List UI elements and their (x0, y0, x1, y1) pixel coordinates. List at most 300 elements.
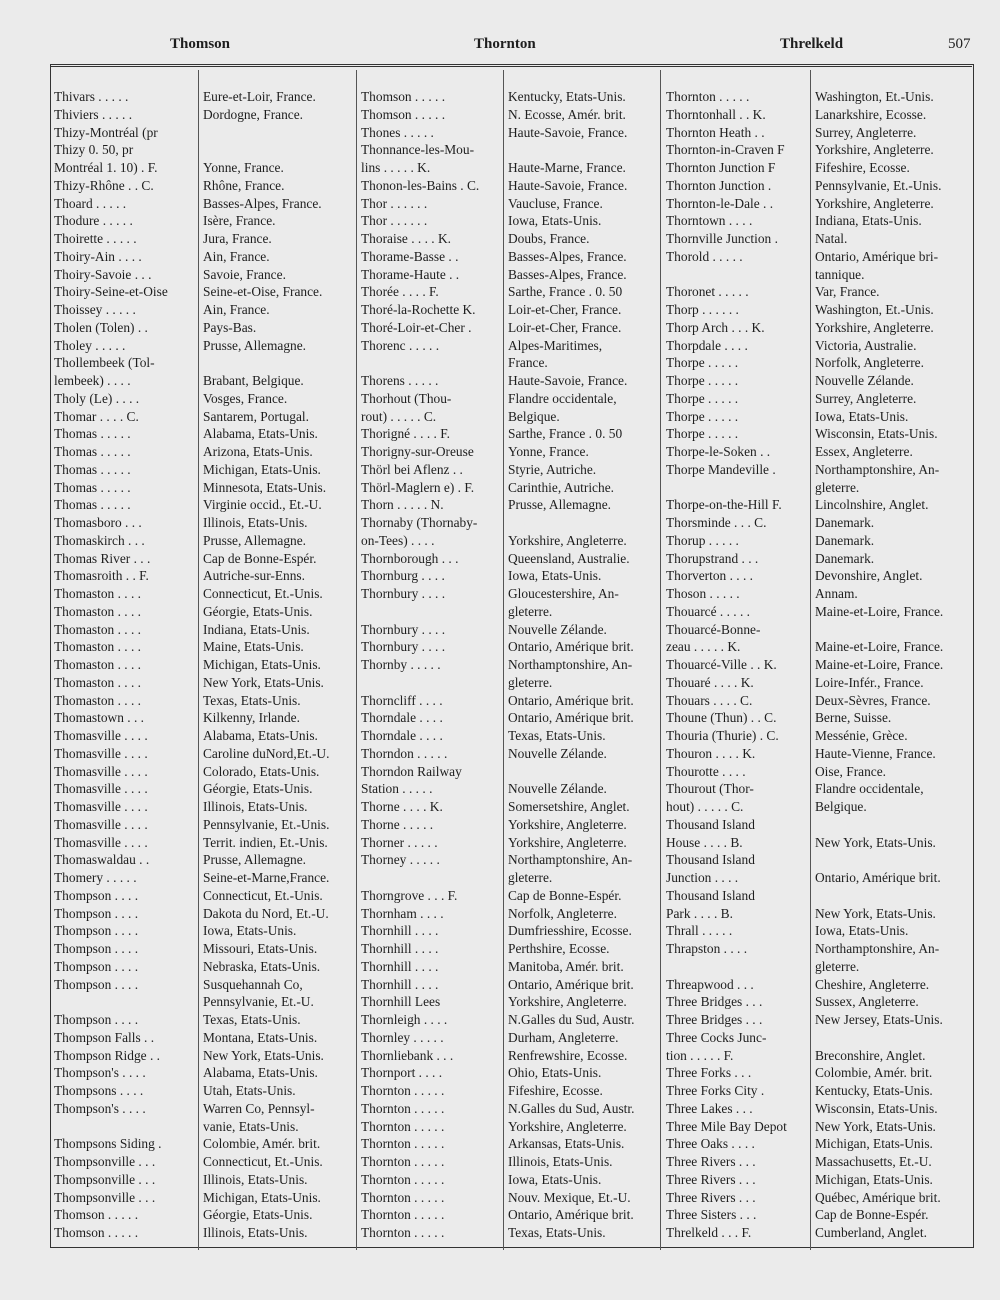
entry-name: Thorp Arch . . . K. (666, 319, 765, 335)
entry-name: Thornton Heath . . (666, 124, 765, 140)
entry-name: Thornbury . . . . (361, 639, 446, 655)
entry-place: Yorkshire, Angleterre. (508, 994, 627, 1010)
entry-name: Thomaston . . . . (54, 657, 142, 672)
entry-name: Tholy (Le) . . . . (54, 390, 140, 406)
entry-place: Renfrewshire, Ecosse. (508, 1047, 628, 1063)
entry-place: Cumberland, Anglet. (815, 1225, 927, 1240)
entry-place (815, 1029, 965, 1047)
entry-name: Thompson . . . . (54, 887, 139, 903)
entry-name: Thornton . . . . . (361, 1083, 445, 1098)
entry-name: Thoirette . . . . . (54, 231, 137, 246)
entry-name: Thomasville . . . . (54, 781, 148, 797)
entry-place: Breconshire, Anglet. (815, 1047, 926, 1063)
entry-name: Thompson Falls . . (54, 1029, 155, 1045)
entry-place: Basses-Alpes, France. (508, 248, 627, 264)
entry-place: Basses-Alpes, France. (508, 266, 627, 282)
entry-name: Thornburg . . . . (361, 568, 445, 584)
entry-name: Thizy 0. 50, pr (54, 142, 134, 158)
entry-place: Ontario, Amérique brit. (508, 639, 634, 655)
entry-place: Norfolk, Angleterre. (815, 355, 924, 371)
entry-place: Haute-Savoie, France. (508, 373, 628, 388)
entry-place: Alabama, Etats-Unis. (203, 728, 318, 743)
entry-place: Arizona, Etats-Unis. (203, 444, 313, 459)
entry-place: Var, France. (815, 284, 880, 300)
entry-place: Illinois, Etats-Unis. (203, 1171, 308, 1187)
entry-name: Thomas . . . . . (54, 426, 131, 442)
entry-place: Lanarkshire, Ecosse. (815, 106, 927, 122)
entry-place: Warren Co, Pennsyl- (203, 1100, 315, 1116)
entry-place: Prusse, Allemagne. (203, 532, 307, 548)
entry-place: Ontario, Amérique brit. (508, 976, 634, 992)
entry-name: Thorntown . . . . (666, 213, 753, 229)
entry-place: Oise, France. (815, 763, 887, 779)
entry-name: Thomasville . . . . (54, 834, 148, 850)
entry-place: Michigan, Etats-Unis. (203, 1189, 321, 1205)
entry-name: Thoré-la-Rochette K. (361, 302, 476, 317)
entry-name: Thorpe . . . . . (666, 426, 739, 442)
entry-place: Iowa, Etats-Unis. (203, 923, 297, 939)
entry-name: Thornville Junction . (666, 231, 778, 246)
entry-name: Thorndale . . . . (361, 728, 443, 743)
entry-name: Thouarcé-Ville . . K. (666, 657, 777, 672)
entry-name: Three Sisters . . . (666, 1207, 757, 1223)
entry-place: Virginie occid., Et.-U. (203, 497, 322, 513)
entry-place: Québec, Amérique brit. (815, 1189, 941, 1205)
entry-place (508, 763, 658, 781)
entry-place: Montana, Etats-Unis. (203, 1029, 318, 1045)
entry-place: Iowa, Etats-Unis. (508, 568, 602, 584)
entry-name: Thornton . . . . . (361, 1225, 445, 1240)
entry-name: Thornhill . . . . (361, 923, 439, 939)
entry-place: Ohio, Etats-Unis. (508, 1065, 602, 1081)
entry-place: Susquehannah Co, (203, 976, 303, 992)
entry-name: Thouarcé . . . . . (666, 603, 751, 619)
entry-place: Danemark. (815, 550, 875, 566)
entry-name: Thornton . . . . . (361, 1171, 445, 1187)
entry-place: Autriche-sur-Enns. (203, 568, 305, 584)
entry-name: lembeek) . . . . (54, 373, 131, 388)
entry-name: Thoiry-Ain . . . . (54, 248, 142, 264)
entry-name: Three Rivers . . . (666, 1189, 756, 1205)
entry-place (203, 124, 353, 142)
entry-name: Threlkeld . . . F. (666, 1225, 752, 1240)
entry-name: Thoiry-Seine-et-Oise (54, 284, 168, 300)
entry-place: Missouri, Etats-Unis. (203, 941, 318, 956)
entry-place: Loir-et-Cher, France. (508, 319, 622, 335)
entry-name: Thousand Island (666, 852, 755, 868)
entry-place: Fifeshire, Ecosse. (815, 160, 910, 175)
entry-name: Thorpe Mandeville . (666, 461, 776, 477)
entry-name: rout) . . . . . C. (361, 408, 437, 424)
entry-name: Thomas River . . . (54, 550, 151, 566)
entry-name: Thornton . . . . . (361, 1154, 445, 1169)
entry-name: Thivars . . . . . (54, 89, 129, 104)
entry-place: Rhône, France. (203, 177, 285, 193)
page-number: 507 (948, 36, 971, 52)
entry-name (54, 1118, 198, 1136)
entry-place: Cap de Bonne-Espér. (815, 1207, 929, 1223)
entry-place: Illinois, Etats-Unis. (203, 515, 308, 530)
entry-place: Haute-Vienne, France. (815, 745, 936, 761)
entry-place: Loir-et-Cher, France. (508, 302, 622, 317)
entry-place: Queensland, Australie. (508, 550, 630, 566)
entry-name: hout) . . . . . C. (666, 799, 744, 814)
entry-name: Thorne . . . . . (361, 816, 434, 832)
entry-name: Thomas . . . . . (54, 497, 131, 513)
entry-place: gleterre. (508, 674, 553, 690)
entry-name: Thomaston . . . . (54, 692, 142, 708)
entry-name: Thornton . . . . . (361, 1118, 445, 1134)
entry-place: Dumfriesshire, Ecosse. (508, 923, 632, 939)
entry-name: Station . . . . . (361, 781, 433, 797)
entry-place: Connecticut, Et.-Unis. (203, 586, 323, 601)
entry-place: Ain, France. (203, 302, 270, 317)
entry-name: Thorold . . . . . (666, 248, 743, 264)
entry-place: Caroline duNord,Et.-U. (203, 745, 330, 761)
entry-place: N.Galles du Sud, Austr. (508, 1100, 635, 1116)
entry-place: Massachusetts, Et.-U. (815, 1154, 932, 1169)
entry-name: Thomas . . . . . (54, 479, 131, 495)
entry-place (815, 887, 965, 905)
entry-place: Yonne, France. (508, 444, 589, 459)
entry-place: Géorgie, Etats-Unis. (203, 1207, 313, 1223)
entry-name: Thrall . . . . . (666, 923, 733, 939)
entry-name: Park . . . . B. (666, 905, 733, 921)
entry-name: Thomson . . . . . (54, 1207, 139, 1223)
entry-name (666, 958, 810, 976)
column-divider (198, 70, 199, 1250)
entry-name: Thornby . . . . . (361, 657, 441, 672)
entry-name: Thorigny-sur-Oreuse (361, 444, 474, 459)
entry-place: Victoria, Australie. (815, 337, 917, 353)
entry-place: Ontario, Amérique brit. (815, 870, 941, 885)
entry-name: Thorngrove . . . F. (361, 887, 458, 903)
entry-name: Thomson . . . . . (54, 1225, 139, 1240)
entry-place: Jura, France. (203, 231, 272, 246)
entry-place: Alabama, Etats-Unis. (203, 426, 318, 442)
entry-name: Thompson . . . . (54, 905, 139, 921)
entry-name: Thoard . . . . . (54, 195, 127, 211)
column-divider (356, 70, 357, 1250)
entry-place: Maine-et-Loire, France. (815, 639, 944, 655)
entry-name: Thornton-le-Dale . . (666, 195, 774, 211)
entry-place: gleterre. (815, 479, 860, 495)
entry-name: Thornborough . . . (361, 550, 459, 566)
entry-name: tion . . . . . F. (666, 1047, 734, 1063)
entry-name: Thornton Junction F (666, 160, 776, 175)
entry-place: Kentucky, Etats-Unis. (815, 1083, 933, 1098)
column-1-places (203, 88, 353, 1242)
entry-name: Thompson . . . . (54, 1012, 139, 1027)
entry-name: Thorpe . . . . . (666, 390, 739, 406)
entry-name: Thorndale . . . . (361, 710, 443, 726)
entry-name: Thollembeek (Tol- (54, 355, 155, 371)
entry-place: Pennsylvanie, Et.-U. (203, 994, 314, 1010)
entry-place: Kentucky, Etats-Unis. (508, 89, 626, 104)
entry-place: Lincolnshire, Anglet. (815, 497, 929, 513)
entry-name: Thomaston . . . . (54, 621, 142, 637)
entry-name: Thompsonville . . . (54, 1171, 156, 1187)
entry-place: Iowa, Etats-Unis. (508, 1171, 602, 1187)
entry-place: Texas, Etats-Unis. (203, 1012, 301, 1027)
entry-name: Thompson . . . . (54, 958, 139, 974)
entry-name: Thörl bei Aflenz . . (361, 461, 463, 477)
entry-name: Thompson . . . . (54, 941, 139, 956)
entry-place: Deux-Sèvres, France. (815, 692, 931, 708)
entry-name: Thomasboro . . . (54, 515, 142, 530)
entry-place: Haute-Savoie, France. (508, 177, 628, 193)
entry-place: Cheshire, Angleterre. (815, 976, 930, 992)
entry-name: Thousand Island (666, 887, 755, 903)
entry-name: Thomastown . . . (54, 710, 145, 726)
entry-name: Thomson . . . . . (361, 89, 446, 104)
entry-place: Cap de Bonne-Espér. (508, 887, 622, 903)
entry-place: Washington, Et.-Unis. (815, 89, 934, 104)
entry-place: Alabama, Etats-Unis. (203, 1065, 318, 1081)
entry-place: Brabant, Belgique. (203, 373, 304, 388)
entry-place: New Jersey, Etats-Unis. (815, 1012, 943, 1027)
entry-place: New York, Etats-Unis. (815, 834, 936, 850)
entry-name: Thornhill . . . . (361, 976, 439, 992)
entry-place (203, 354, 353, 372)
entry-place: France. (508, 355, 548, 371)
entry-place: Savoie, France. (203, 266, 286, 282)
entry-place: Maine, Etats-Unis. (203, 639, 304, 655)
entry-place: Connecticut, Et.-Unis. (203, 1154, 323, 1169)
entry-name: Thornbury . . . . (361, 621, 446, 637)
entry-place: Carinthie, Autriche. (508, 479, 614, 495)
entry-name: Thomasville . . . . (54, 816, 148, 832)
entry-place: Surrey, Angleterre. (815, 124, 917, 140)
entry-name: Thomson . . . . . (361, 106, 446, 122)
entry-name: Thomery . . . . . (54, 870, 137, 885)
entry-name: Thorhout (Thou- (361, 390, 452, 406)
entry-name: Thorpe-on-the-Hill F. (666, 497, 782, 513)
entry-place: Sussex, Angleterre. (815, 994, 919, 1010)
entry-place: Wisconsin, Etats-Unis. (815, 426, 938, 442)
entry-name: Thomaskirch . . . (54, 532, 145, 548)
entry-name: Thorpe-le-Soken . . (666, 444, 771, 459)
entry-place: Wisconsin, Etats-Unis. (815, 1100, 938, 1116)
entry-place: vanie, Etats-Unis. (203, 1118, 299, 1134)
entry-place: Northamptonshire, An- (815, 941, 940, 956)
entry-name: Thorpe . . . . . (666, 373, 739, 388)
entry-name: Thornhill . . . . (361, 941, 439, 956)
entry-place: Yorkshire, Angleterre. (815, 195, 934, 211)
entry-place: Somersetshire, Anglet. (508, 799, 630, 814)
entry-place: Nouvelle Zélande. (508, 781, 607, 797)
entry-name: House . . . . B. (666, 834, 743, 850)
entry-place (815, 816, 965, 834)
entry-name: Thoiry-Savoie . . . (54, 266, 152, 282)
entry-name: Thornton . . . . . (361, 1189, 445, 1205)
entry-place: Yorkshire, Angleterre. (815, 319, 934, 335)
entry-place: Natal. (815, 231, 848, 246)
entry-place: Indiana, Etats-Unis. (203, 621, 310, 637)
entry-place: Pennsylvanie, Et.-Unis. (815, 177, 942, 193)
entry-place: Basses-Alpes, France. (203, 195, 322, 211)
entry-place: Vosges, France. (203, 390, 288, 406)
entry-name: Thorverton . . . . (666, 568, 754, 584)
entry-place: Indiana, Etats-Unis. (815, 213, 922, 229)
entry-name: Thomasroith . . F. (54, 568, 149, 584)
entry-place: Nouvelle Zélande. (815, 373, 914, 388)
entry-place: Yonne, France. (203, 160, 284, 175)
entry-name: Thornley . . . . . (361, 1029, 444, 1045)
entry-place: Gloucestershire, An- (508, 586, 619, 601)
entry-place: Alpes-Maritimes, (508, 337, 603, 353)
entry-name: Three Rivers . . . (666, 1154, 756, 1169)
entry-place: Devonshire, Anglet. (815, 568, 923, 584)
entry-name: Thornaby (Thornaby- (361, 515, 478, 530)
entry-place: N. Ecosse, Amér. brit. (508, 106, 626, 122)
entry-name: Thouron . . . . K. (666, 745, 756, 761)
entry-place: Seine-et-Marne,France. (203, 870, 330, 885)
entry-place: Messénie, Grèce. (815, 728, 908, 743)
entry-place: gleterre. (508, 870, 553, 885)
entry-name: Thornbury . . . . (361, 586, 446, 601)
entry-place: Nouv. Mexique, Et.-U. (508, 1189, 631, 1205)
entry-name: Three Oaks . . . . (666, 1136, 755, 1152)
entry-name: Thorner . . . . . (361, 834, 438, 850)
column-2-places (508, 88, 658, 1242)
entry-name: Thodure . . . . . (54, 213, 133, 229)
table-top-rule (50, 66, 972, 67)
entry-place: Michigan, Etats-Unis. (203, 461, 321, 477)
entry-place: Territ. indien, Et.-Unis. (203, 834, 328, 850)
entry-name: Thornton Junction . (666, 177, 772, 193)
entry-place: Colorado, Etats-Unis. (203, 763, 320, 779)
entry-name: Thompson's . . . . (54, 1100, 146, 1116)
entry-place: Yorkshire, Angleterre. (508, 532, 627, 548)
entry-place: Kilkenny, Irlande. (203, 710, 300, 726)
entry-name: Thompson Ridge . . (54, 1047, 161, 1063)
entry-name: Thones . . . . . (361, 124, 434, 140)
entry-place: Ain, France. (203, 248, 270, 264)
entry-name: Thousand Island (666, 816, 755, 832)
entry-place: Ontario, Amérique brit. (508, 710, 634, 726)
entry-place: Yorkshire, Angleterre. (815, 142, 934, 158)
entry-name: Thorn . . . . . N. (361, 497, 444, 513)
entry-place: Illinois, Etats-Unis. (203, 799, 308, 814)
entry-place: Northamptonshire, An- (508, 657, 633, 672)
entry-name: Thorup . . . . . (666, 532, 739, 548)
entry-name: Thorsminde . . . C. (666, 515, 767, 530)
entry-place (508, 514, 658, 532)
entry-name: Thornton . . . . . (361, 1136, 445, 1152)
entry-place: Minnesota, Etats-Unis. (203, 479, 327, 495)
entry-place: Santarem, Portugal. (203, 408, 309, 424)
entry-place: Isère, France. (203, 213, 276, 229)
entry-name: Thomaston . . . . (54, 674, 142, 690)
entry-place: Yorkshire, Angleterre. (508, 1118, 627, 1134)
entry-name: Thornport . . . . (361, 1065, 443, 1081)
entry-name: lins . . . . . K. (361, 160, 431, 175)
entry-name: Three Forks . . . (666, 1065, 752, 1081)
entry-name: Thouria (Thurie) . C. (666, 728, 779, 743)
entry-place: Haute-Marne, France. (508, 160, 626, 175)
entry-place: Haute-Savoie, France. (508, 124, 628, 140)
entry-name: Thomasville . . . . (54, 763, 148, 779)
entry-place: Pays-Bas. (203, 319, 257, 335)
entry-place: Yorkshire, Angleterre. (508, 834, 627, 850)
entry-name: Thomas . . . . . (54, 444, 131, 459)
entry-place: Nebraska, Etats-Unis. (203, 958, 321, 974)
entry-place: Iowa, Etats-Unis. (815, 923, 909, 939)
entry-name: Thornhill . . . . (361, 958, 439, 974)
entry-place: New York, Etats-Unis. (815, 1118, 936, 1134)
entry-name: Thourout (Thor- (666, 781, 754, 797)
entry-place: Géorgie, Etats-Unis. (203, 781, 313, 797)
entry-place: Iowa, Etats-Unis. (815, 408, 909, 424)
entry-place: Washington, Et.-Unis. (815, 302, 934, 317)
entry-place: Nouvelle Zélande. (508, 621, 607, 637)
entry-place: Michigan, Etats-Unis. (815, 1136, 933, 1152)
entry-place: Yorkshire, Angleterre. (508, 816, 627, 832)
entry-name: Thor . . . . . . (361, 213, 428, 229)
entry-name (54, 993, 198, 1011)
entry-name: Three Bridges . . . (666, 1012, 763, 1027)
entry-name: Thompsonville . . . (54, 1189, 156, 1205)
entry-place: Sarthe, France . 0. 50 (508, 284, 623, 300)
entry-place: Perthshire, Ecosse. (508, 941, 610, 956)
entry-name: on-Tees) . . . . (361, 532, 435, 548)
entry-place: Belgique. (508, 408, 560, 424)
entry-place (815, 851, 965, 869)
entry-place: Northamptonshire, An- (815, 461, 940, 477)
entry-name: Thorens . . . . . (361, 373, 439, 388)
entry-place: Colombie, Amér. brit. (815, 1065, 933, 1081)
entry-place: Michigan, Etats-Unis. (815, 1171, 933, 1187)
entry-place: Vaucluse, France. (508, 195, 603, 211)
entry-place: Illinois, Etats-Unis. (508, 1154, 613, 1169)
entry-name: Thompsons . . . . (54, 1083, 144, 1098)
entry-name: Three Rivers . . . (666, 1171, 756, 1187)
entry-name: Thörl-Maglern e) . F. (361, 479, 475, 495)
entry-place: Fifeshire, Ecosse. (508, 1083, 603, 1098)
entry-name: Three Cocks Junc- (666, 1029, 767, 1045)
entry-place (815, 621, 965, 639)
entry-name: Thorncliff . . . . (361, 692, 443, 708)
entry-place: Essex, Angleterre. (815, 444, 913, 459)
entry-name: Thorame-Haute . . (361, 266, 460, 282)
entry-name: Thorndon . . . . . (361, 745, 448, 761)
entry-place: Eure-et-Loir, France. (203, 89, 316, 104)
entry-name: Thornham . . . . (361, 905, 444, 921)
entry-place: Maine-et-Loire, France. (815, 657, 944, 672)
entry-name: Three Mile Bay Depot (666, 1118, 787, 1134)
entry-name: Thizy-Montréal (pr (54, 124, 158, 140)
entry-place: N.Galles du Sud, Austr. (508, 1012, 635, 1027)
entry-name: Thorney . . . . . (361, 852, 440, 868)
entry-name: Thornton . . . . . (666, 89, 750, 104)
entry-name: Thiviers . . . . . (54, 106, 133, 122)
entry-place: Texas, Etats-Unis. (203, 692, 301, 708)
entry-place: Doubs, France. (508, 231, 590, 246)
entry-place: Styrie, Autriche. (508, 461, 597, 477)
column-3-names (666, 88, 810, 1242)
entry-name: Thrapston . . . . (666, 941, 748, 956)
entry-place: Manitoba, Amér. brit. (508, 958, 624, 974)
entry-name (361, 603, 505, 621)
entry-place: Danemark. (815, 515, 875, 530)
entry-name: Thorigné . . . . F. (361, 426, 450, 442)
entry-name: Thompson . . . . (54, 976, 139, 992)
entry-place: Northamptonshire, An- (508, 852, 633, 868)
entry-place: Sarthe, France . 0. 50 (508, 426, 623, 442)
entry-name: Thoré-Loir-et-Cher . (361, 319, 472, 335)
entry-name: Thomaston . . . . (54, 603, 142, 619)
